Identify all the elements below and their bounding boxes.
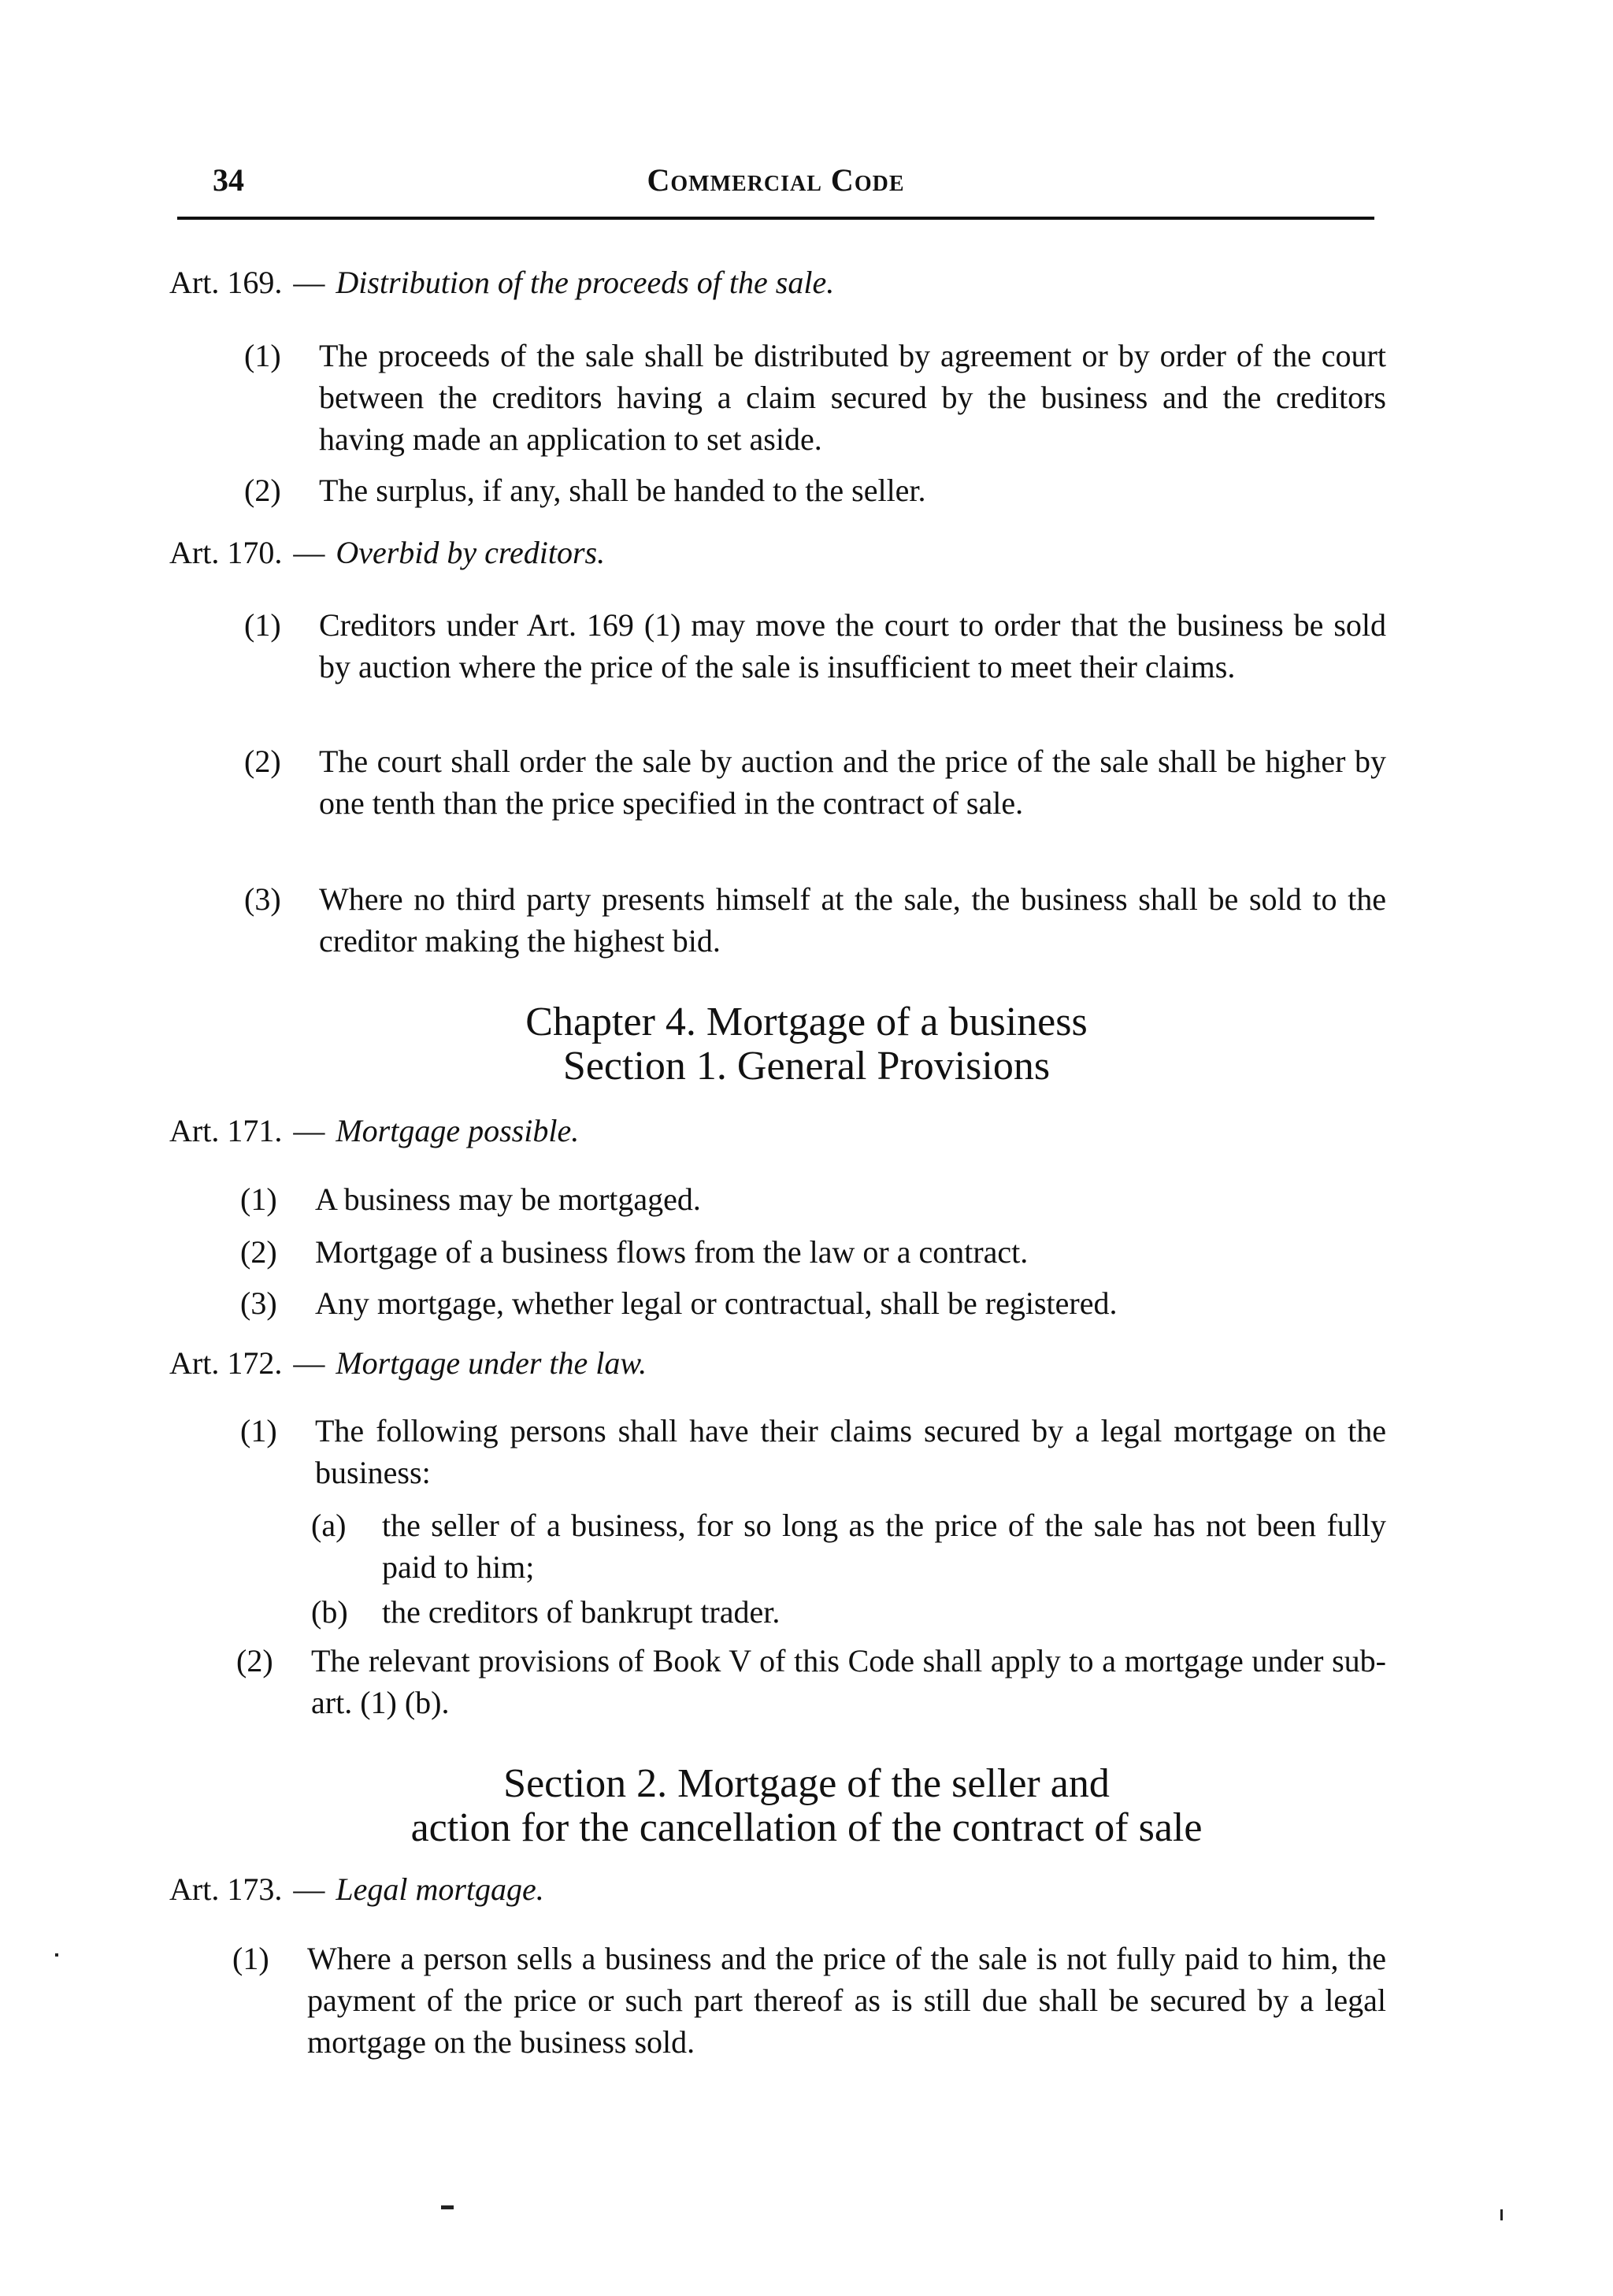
header-rule (177, 217, 1374, 220)
article-number: Art. 172. (169, 1345, 283, 1381)
paragraph-number: (2) (236, 1643, 273, 1678)
paragraph-number: (1) (244, 607, 281, 643)
paragraph-text: Where no third party presents himself at the sale, the business shall be sold to the creditor making the highest bid. (319, 881, 1386, 959)
paragraph-text: The surplus, if any, shall be handed to the seller. (319, 473, 926, 508)
article-number: Art. 171. (169, 1113, 283, 1148)
em-dash: — (293, 265, 325, 300)
paragraph (240, 1282, 1386, 1324)
em-dash: — (293, 1113, 325, 1148)
paragraph (240, 1410, 1386, 1493)
article-title: Overbid by creditors. (336, 535, 606, 570)
paragraph-text: The court shall order the sale by auction and the price of the sale shall be higher by one tenth than the price specified in the contract of sale. (319, 744, 1386, 821)
paragraph-text: Mortgage of a business flows from the law or a contract. (315, 1234, 1029, 1270)
section-subtitle: action for the cancellation of the contract of sale (410, 1805, 1203, 1850)
scan-speck (1500, 2209, 1503, 2220)
article-title: Legal mortgage. (336, 1871, 544, 1907)
section-title: Section 2. Mortgage of the seller and (503, 1761, 1110, 1806)
paragraph-number: (3) (244, 881, 281, 917)
paragraph (232, 1938, 1386, 2063)
paragraph-number: (1) (240, 1413, 277, 1448)
paragraph-text: Creditors under Art. 169 (1) may move the court to order that the business be sold by auction where the price of the sale is insufficient to meet their claims. (319, 607, 1386, 684)
paragraph-text: A business may be mortgaged. (315, 1181, 701, 1217)
paragraph (244, 469, 1386, 511)
section-title: Section 1. General Provisions (562, 1044, 1051, 1089)
chapter-title: Chapter 4. Mortgage of a business (525, 1000, 1088, 1044)
article-heading-172 (169, 1345, 647, 1382)
article-heading-170 (169, 534, 605, 571)
paragraph (244, 335, 1386, 460)
article-heading-173 (169, 1871, 544, 1908)
paragraph-text: The relevant provisions of Book V of this Code shall apply to a mortgage under sub-art. (1) (b). (311, 1643, 1386, 1720)
running-head: Commercial Code (647, 162, 905, 198)
article-number: Art. 169. (169, 265, 283, 300)
page-number: 34 (213, 162, 244, 198)
paragraph-text: the seller of a business, for so long as the price of the sale has not been fully paid to him; (382, 1508, 1386, 1585)
paragraph-number: (1) (240, 1181, 277, 1217)
scan-speck (441, 2205, 454, 2209)
paragraph-number: (2) (244, 473, 281, 508)
paragraph-text: Any mortgage, whether legal or contractual, shall be registered. (315, 1285, 1118, 1321)
paragraph-text: Where a person sells a business and the price of the sale is not fully paid to him, the payment of the price or such part thereof as is still due shall be secured by a legal mortgage on the business sold. (307, 1941, 1386, 2060)
paragraph (240, 1178, 1386, 1220)
article-title: Mortgage possible. (336, 1113, 580, 1148)
paragraph (240, 1231, 1386, 1273)
page-header (177, 161, 1374, 209)
paragraph-text: The proceeds of the sale shall be distributed by agreement or by order of the court between the creditors having a claim secured by the business and the creditors having made an application to set aside. (319, 338, 1386, 457)
paragraph-number: (2) (240, 1234, 277, 1270)
em-dash: — (293, 1345, 325, 1381)
em-dash: — (293, 1871, 325, 1907)
em-dash: — (293, 535, 325, 570)
sub-paragraph-letter: (a) (311, 1508, 347, 1543)
sub-paragraph-letter: (b) (311, 1594, 348, 1630)
paragraph-text: the creditors of bankrupt trader. (382, 1594, 781, 1630)
article-title: Distribution of the proceeds of the sale. (336, 265, 835, 300)
article-number: Art. 173. (169, 1871, 283, 1907)
section-heading (0, 1762, 1613, 1850)
article-number: Art. 170. (169, 535, 283, 570)
sub-paragraph (311, 1504, 1386, 1588)
article-title: Mortgage under the law. (336, 1345, 647, 1381)
article-heading-171 (169, 1112, 579, 1149)
paragraph (244, 878, 1386, 962)
paragraph (236, 1640, 1386, 1723)
paragraph (244, 604, 1386, 688)
paragraph-number: (1) (244, 338, 281, 373)
article-heading-169 (169, 264, 834, 301)
scan-speck (55, 1953, 58, 1957)
chapter-heading (0, 1000, 1613, 1089)
paragraph-number: (2) (244, 744, 281, 779)
paragraph-number: (1) (232, 1941, 269, 1976)
paragraph (244, 740, 1386, 824)
sub-paragraph (311, 1591, 1386, 1633)
paragraph-number: (3) (240, 1285, 277, 1321)
paragraph-text: The following persons shall have their claims secured by a legal mortgage on the business: (315, 1413, 1386, 1490)
